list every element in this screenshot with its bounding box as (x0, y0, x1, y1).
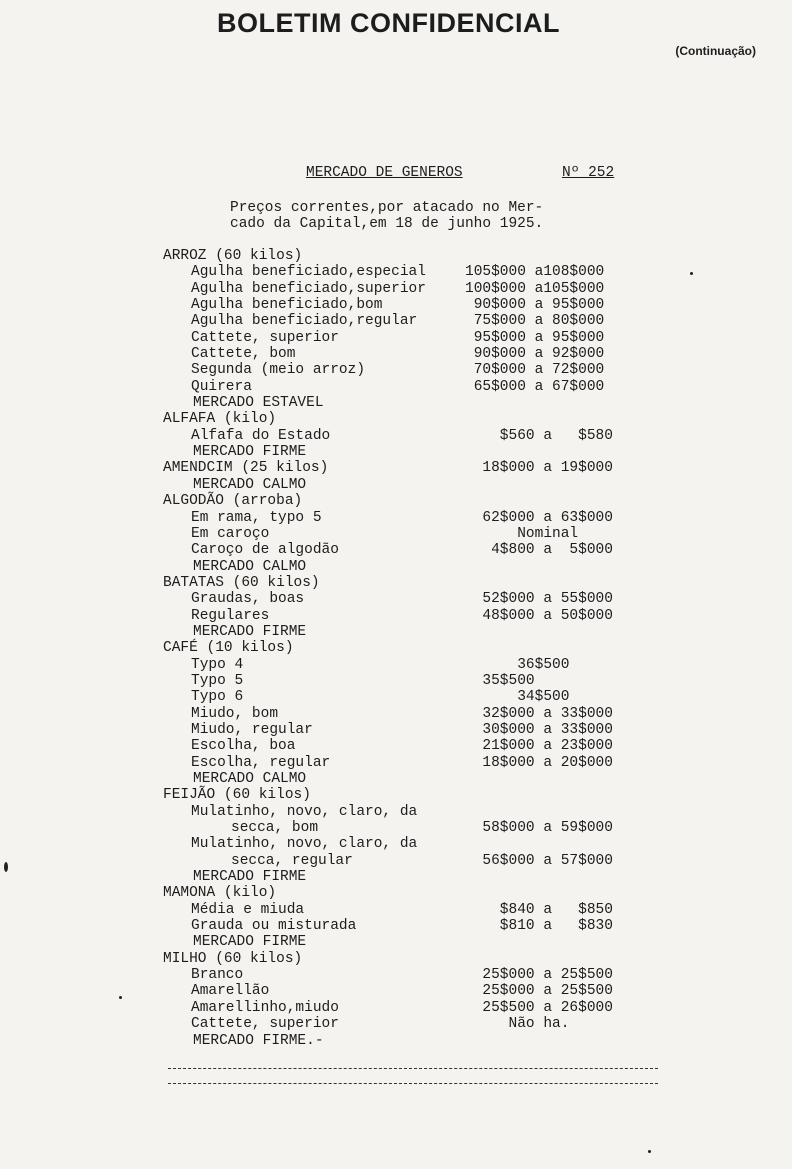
row-label: AMENDCIM (25 kilos) (163, 460, 329, 477)
price-row (163, 722, 633, 738)
row-label: MERCADO FIRME (193, 444, 307, 461)
row-label: MERCADO FIRME (193, 934, 307, 951)
row-label: ALFAFA (kilo) (163, 411, 277, 428)
row-label: Agulha beneficiado,bom (191, 297, 383, 314)
intro-line-2: cado da Capital,em 18 de junho 1925. (230, 216, 544, 232)
row-label: Média e miuda (191, 901, 305, 918)
category-row (163, 460, 633, 476)
row-label: MERCADO CALMO (193, 558, 307, 575)
row-label: secca, regular (231, 852, 353, 869)
row-label: Amarellinho,miudo (191, 999, 339, 1016)
row-label: Alfafa do Estado (191, 427, 331, 444)
row-price: 21$000 a 23$000 (465, 738, 613, 755)
category-row (163, 640, 633, 656)
row-label: MERCADO ESTAVEL (193, 395, 324, 412)
price-row (163, 510, 633, 526)
price-row (163, 346, 633, 362)
row-price: $560 a $580 (465, 427, 613, 444)
price-row (163, 379, 633, 395)
category-row (163, 411, 633, 427)
price-list (163, 248, 633, 1049)
row-label: ALGODÃO (arroba) (163, 493, 303, 510)
row-label: Em caroço (191, 525, 270, 542)
price-row (163, 820, 633, 836)
row-label: Grauda ou misturada (191, 918, 357, 935)
row-price: 30$000 a 33$000 (465, 721, 613, 738)
row-label: Typo 5 (191, 672, 244, 689)
price-row (163, 264, 633, 280)
intro-line-1: Preços correntes,por atacado no Mer- (230, 200, 544, 216)
price-row (163, 967, 633, 983)
row-price: 65$000 a 67$000 (465, 378, 605, 395)
row-price: 62$000 a 63$000 (465, 509, 613, 526)
row-price: 56$000 a 57$000 (465, 852, 613, 869)
price-row (163, 657, 633, 673)
row-price: $840 a $850 (465, 901, 613, 918)
price-row (163, 853, 633, 869)
row-label: ARROZ (60 kilos) (163, 248, 303, 264)
row-label: CAFÉ (10 kilos) (163, 640, 294, 657)
row-price: 25$500 a 26$000 (465, 999, 613, 1016)
category-row (163, 493, 633, 509)
price-row (163, 526, 633, 542)
row-label: Miudo, regular (191, 721, 313, 738)
price-row (163, 1016, 633, 1032)
price-row (163, 362, 633, 378)
row-price: 75$000 a 80$000 (465, 313, 605, 330)
market-status-row (163, 1033, 633, 1049)
price-row (163, 297, 633, 313)
row-label: Em rama, typo 5 (191, 509, 322, 526)
speck (648, 1150, 651, 1153)
market-title: MERCADO DE GENEROS (306, 165, 463, 181)
price-row (163, 330, 633, 346)
divider-line (168, 1083, 658, 1084)
row-label: Escolha, boa (191, 738, 296, 755)
row-price: $810 a $830 (465, 918, 613, 935)
row-price: 36$500 (465, 656, 570, 673)
price-row (163, 591, 633, 607)
row-label: Regulares (191, 607, 270, 624)
row-label: secca, bom (231, 820, 319, 837)
market-status-row (163, 624, 633, 640)
market-status-row (163, 395, 633, 411)
row-label: Typo 6 (191, 689, 244, 706)
row-label: Agulha beneficiado,regular (191, 313, 418, 330)
row-price: 100$000 a105$000 (465, 280, 605, 297)
row-label: Caroço de algodão (191, 542, 339, 559)
price-row (163, 542, 633, 558)
price-row (163, 755, 633, 771)
price-row (163, 918, 633, 934)
row-price: 35$500 (465, 672, 535, 689)
category-row (163, 951, 633, 967)
price-row (163, 804, 633, 820)
row-price: Não ha. (465, 1016, 570, 1033)
price-row (163, 902, 633, 918)
market-status-row (163, 477, 633, 493)
row-label: Quirera (191, 378, 252, 395)
row-label: MAMONA (kilo) (163, 885, 277, 902)
row-label: Cattete, bom (191, 346, 296, 363)
row-price: 70$000 a 72$000 (465, 362, 605, 379)
market-status-row (163, 559, 633, 575)
price-row (163, 608, 633, 624)
row-price: 4$800 a 5$000 (465, 542, 613, 559)
row-label: Graudas, boas (191, 591, 305, 608)
category-row (163, 575, 633, 591)
price-row (163, 706, 633, 722)
row-label: Mulatinho, novo, claro, da (191, 836, 418, 853)
category-row (163, 787, 633, 803)
row-price: 18$000 a 20$000 (465, 754, 613, 771)
speck (690, 272, 693, 275)
row-price: Nominal (465, 525, 579, 542)
speck (119, 996, 122, 999)
row-label: Branco (191, 967, 244, 984)
bulletin-number: Nº 252 (562, 165, 615, 181)
row-label: Amarellão (191, 983, 270, 1000)
price-row (163, 689, 633, 705)
row-price: 90$000 a 92$000 (465, 346, 605, 363)
market-status-row (163, 934, 633, 950)
category-row (163, 248, 633, 264)
row-label: MERCADO FIRME (193, 623, 307, 640)
price-row (163, 313, 633, 329)
row-label: MERCADO CALMO (193, 476, 307, 493)
row-label: MERCADO FIRME.- (193, 1032, 324, 1049)
row-price: 48$000 a 50$000 (465, 607, 613, 624)
price-row (163, 428, 633, 444)
row-price: 25$000 a 25$500 (465, 983, 613, 1000)
row-label: Typo 4 (191, 656, 244, 673)
row-label: FEIJÃO (60 kilos) (163, 787, 311, 804)
market-header (306, 165, 615, 181)
intro-paragraph (230, 200, 543, 232)
row-label: Agulha beneficiado,superior (191, 280, 426, 297)
row-price: 95$000 a 95$000 (465, 329, 605, 346)
row-label: Miudo, bom (191, 705, 279, 722)
market-status-row (163, 444, 633, 460)
market-status-row (163, 771, 633, 787)
row-price: 105$000 a108$000 (465, 264, 605, 281)
title-text: BOLETIM CONFIDENCIAL (217, 8, 560, 38)
row-label: Mulatinho, novo, claro, da (191, 803, 418, 820)
row-price: 25$000 a 25$500 (465, 967, 613, 984)
row-label: Cattete, superior (191, 1016, 339, 1033)
row-price: 18$000 a 19$000 (465, 460, 613, 477)
price-row (163, 673, 633, 689)
divider-line (168, 1068, 658, 1069)
row-label: MILHO (60 kilos) (163, 950, 303, 967)
row-price: 32$000 a 33$000 (465, 705, 613, 722)
row-price: 58$000 a 59$000 (465, 820, 613, 837)
row-label: Agulha beneficiado,especial (191, 264, 426, 281)
price-row (163, 983, 633, 999)
price-row (163, 836, 633, 852)
speck (4, 862, 8, 872)
price-row (163, 738, 633, 754)
price-row (163, 1000, 633, 1016)
row-label: Segunda (meio arroz) (191, 362, 366, 379)
row-label: Cattete, superior (191, 329, 339, 346)
price-row (163, 281, 633, 297)
row-price: 90$000 a 95$000 (465, 297, 605, 314)
row-price: 52$000 a 55$000 (465, 591, 613, 608)
row-label: Escolha, regular (191, 754, 331, 771)
row-price: 34$500 (465, 689, 570, 706)
market-status-row (163, 869, 633, 885)
continuation-label: (Continuação) (675, 44, 756, 58)
category-row (163, 885, 633, 901)
row-label: MERCADO FIRME (193, 869, 307, 886)
row-label: MERCADO CALMO (193, 771, 307, 787)
row-label: BATATAS (60 kilos) (163, 574, 320, 591)
